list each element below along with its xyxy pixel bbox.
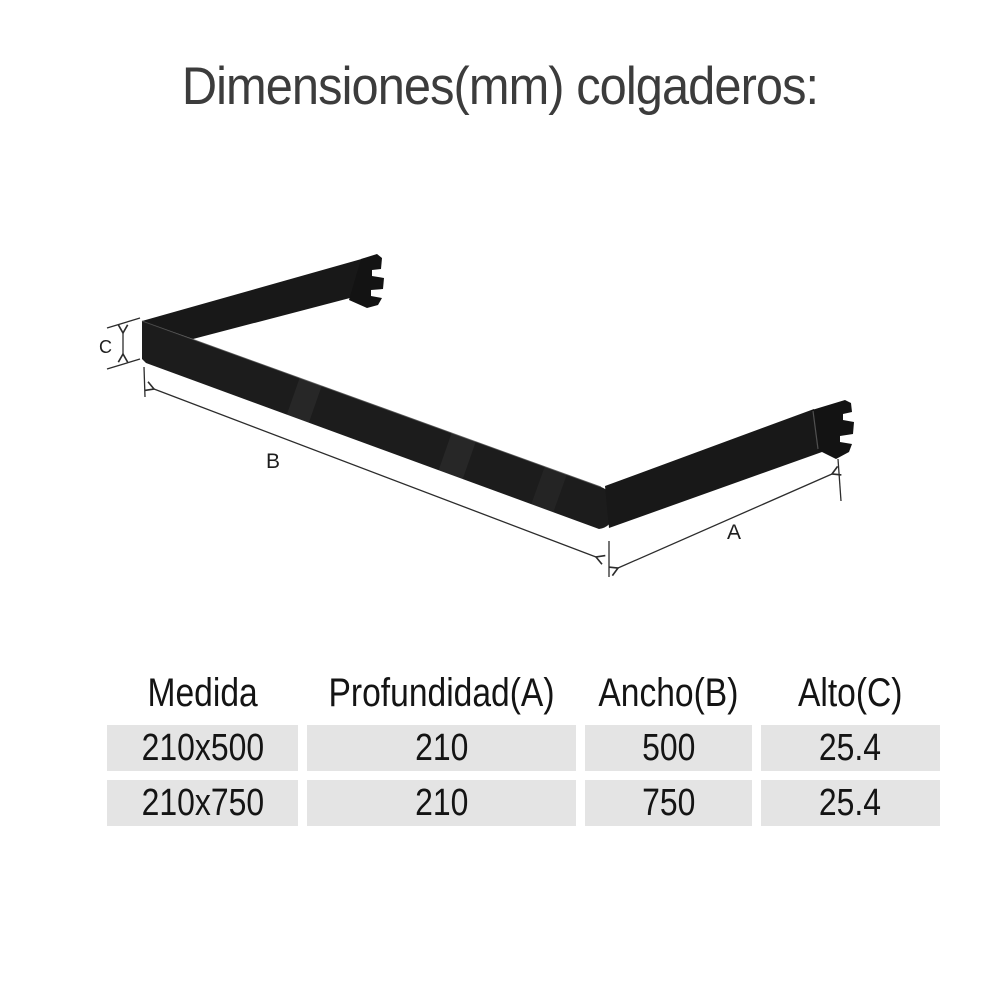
cell-ancho: 500 — [585, 725, 752, 771]
cell-profundidad: 210 — [307, 725, 576, 771]
rail-left-arm — [142, 258, 365, 339]
cell-medida: 210x500 — [107, 725, 298, 771]
right-bracket-hook — [812, 400, 854, 459]
column-header-ancho: Ancho(B) — [598, 671, 739, 715]
table-row — [107, 725, 940, 771]
column-header-alto: Alto(C) — [798, 671, 903, 715]
dim-b-ext-left — [144, 367, 145, 397]
page-title: Dimensiones(mm) colgaderos: — [181, 57, 819, 116]
cell-alto: 25.4 — [761, 725, 940, 771]
cell-ancho: 750 — [585, 780, 752, 826]
cell-medida: 210x750 — [107, 780, 298, 826]
rail-right-arm — [605, 409, 822, 528]
column-header-medida: Medida — [147, 671, 258, 715]
dim-a-ext-right — [838, 459, 841, 501]
cell-profundidad: 210 — [307, 780, 576, 826]
front-bar-top-bevel — [142, 321, 601, 487]
dim-c-tick-top — [107, 318, 140, 328]
dimensions-table-wrap — [98, 652, 949, 835]
table-row — [107, 780, 940, 826]
dimension-label-b: B — [266, 450, 281, 473]
dim-c-tick-bottom — [107, 359, 140, 369]
dimensions-table — [98, 652, 949, 835]
dimension-label-c: C — [99, 337, 112, 357]
hanging-rail — [142, 254, 854, 529]
table-header-row — [107, 661, 940, 716]
cell-alto: 25.4 — [761, 780, 940, 826]
column-header-profundidad: Profundidad(A) — [328, 671, 555, 715]
dimension-label-a: A — [727, 521, 742, 544]
